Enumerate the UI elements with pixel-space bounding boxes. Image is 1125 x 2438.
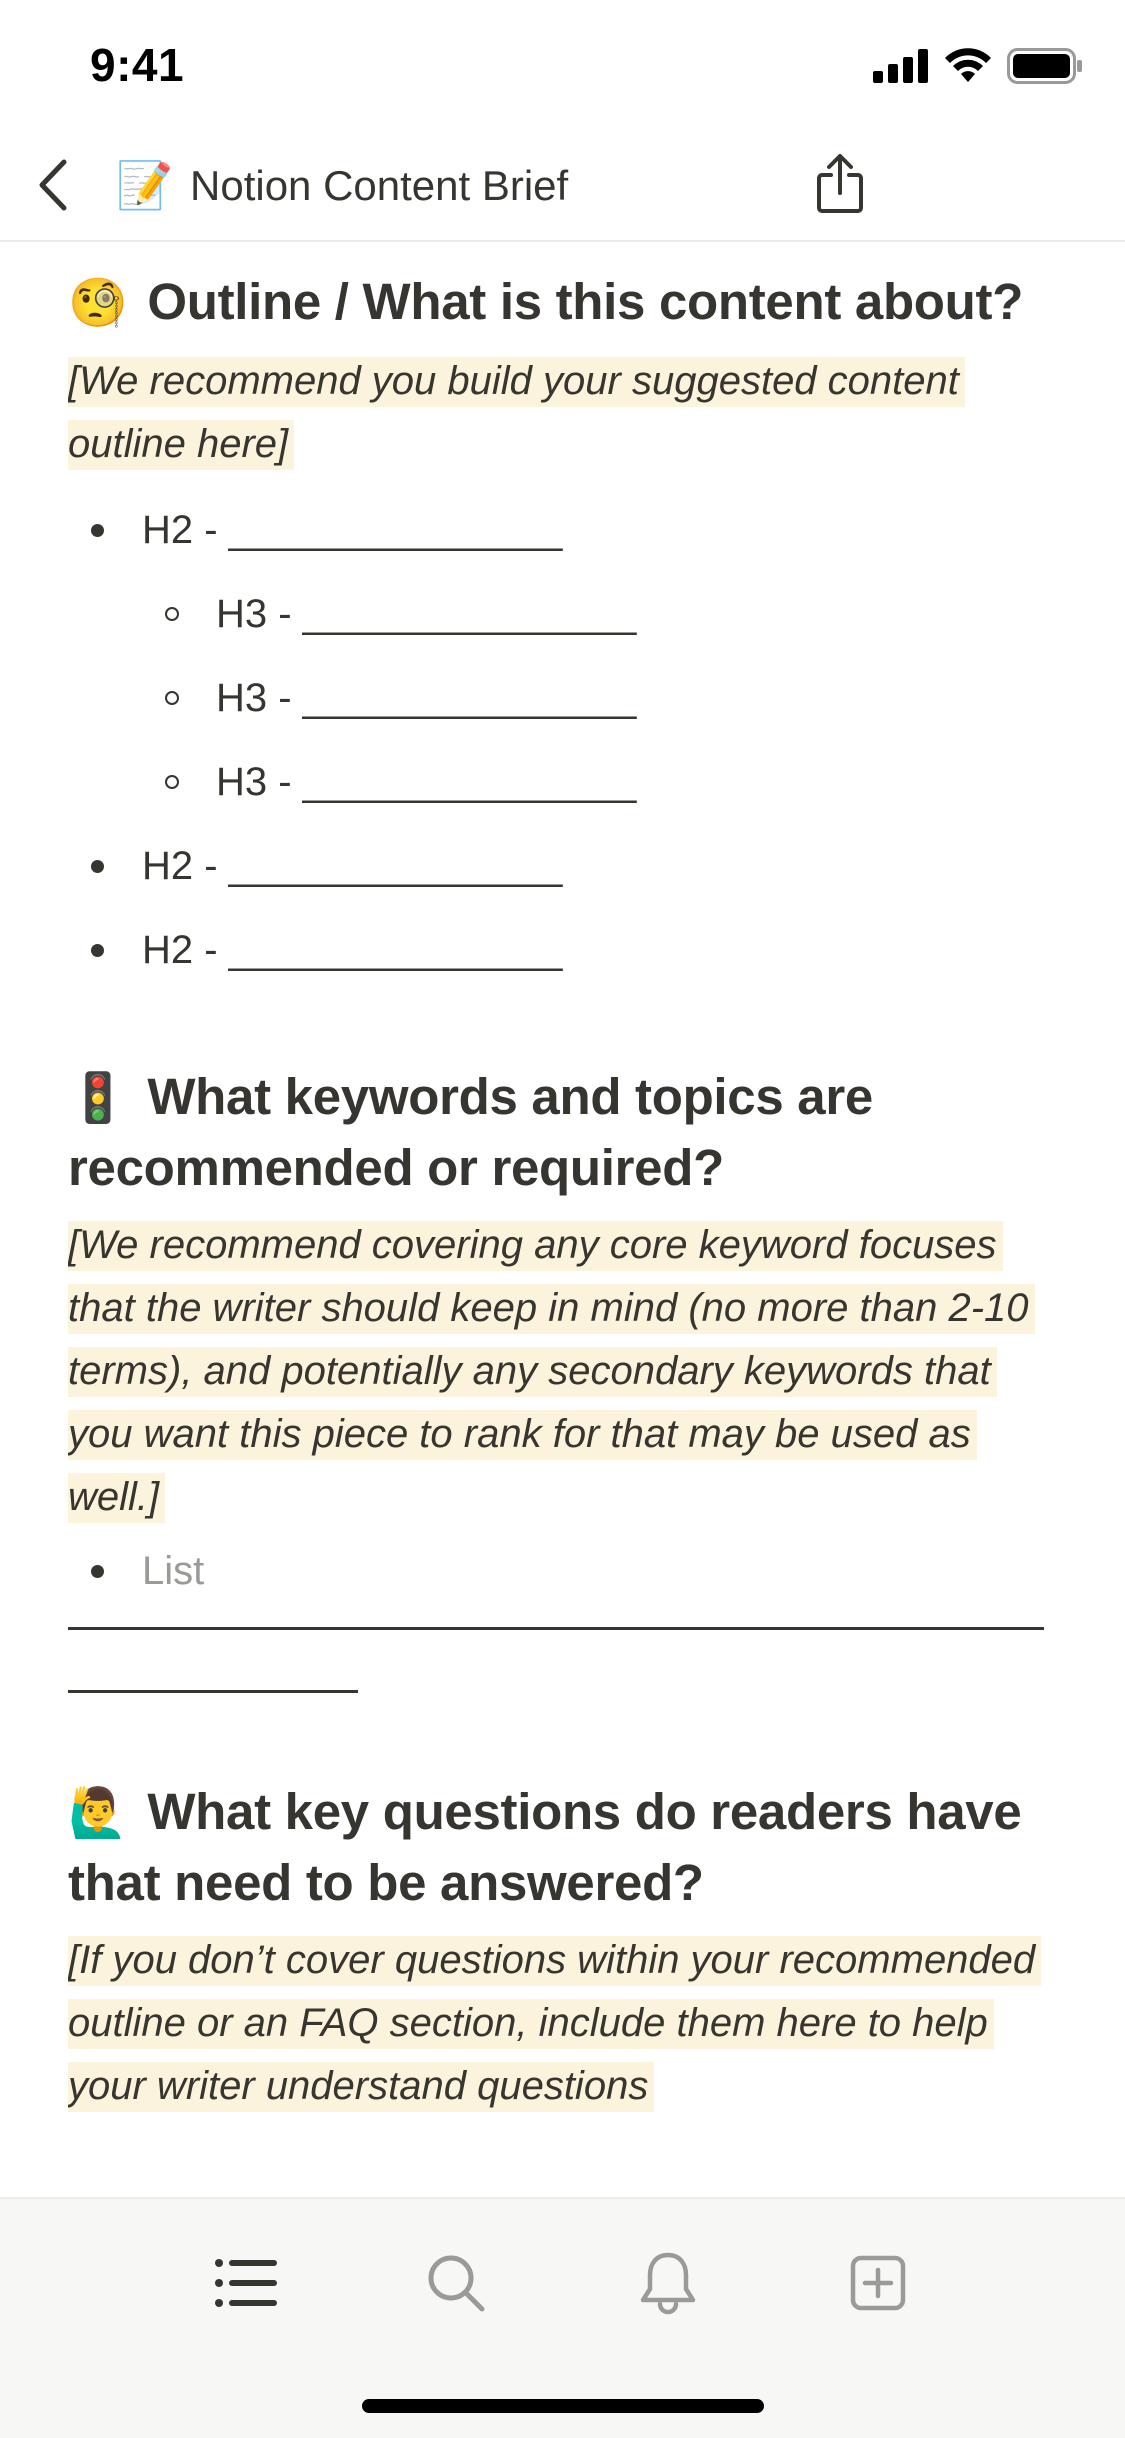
list-item[interactable]: [68, 1529, 1058, 1613]
bullet-dot: [91, 860, 104, 873]
list-item-text: H3 - _______________: [216, 592, 637, 636]
share-icon: [814, 153, 866, 215]
keywords-placeholder[interactable]: [68, 1214, 1058, 1529]
questions-heading[interactable]: [68, 1777, 1058, 1917]
keywords-placeholder-text: [We recommend covering any core keyword focuses that the writer should keep in mind (no more than 2-10 terms), and potentially any secondary keywords that you want this piece to rank for that may be used as well.]: [68, 1221, 1035, 1523]
questions-placeholder-text: [If you don’t cover questions within your recommended outline or an FAQ section, include them here to help your writer understand questions: [68, 1936, 1041, 2112]
questions-section: [68, 1777, 1058, 2118]
list-item[interactable]: [68, 824, 1058, 908]
keywords-section: [68, 1062, 1058, 1693]
monocle-face-icon: 🧐: [68, 277, 128, 330]
list-item-text: H2 - _______________: [142, 508, 563, 552]
traffic-light-icon: 🚦: [68, 1072, 128, 1125]
outline-placeholder[interactable]: [68, 350, 1058, 476]
home-indicator: [362, 2399, 764, 2413]
bullet-circle: [165, 607, 179, 621]
list-item[interactable]: [68, 740, 1058, 824]
list-item-text: H2 - _______________: [142, 844, 563, 888]
list-icon: [215, 2258, 277, 2308]
list-item-text: H3 - _______________: [216, 676, 637, 720]
battery-icon: [1007, 48, 1083, 84]
share-button[interactable]: [808, 144, 872, 224]
outline-heading-text: Outline / What is this content about?: [147, 273, 1024, 330]
chevron-left-icon: [36, 158, 68, 212]
page-emoji: 📝: [116, 159, 174, 211]
search-icon: [426, 2253, 486, 2313]
list-item[interactable]: [68, 572, 1058, 656]
list-placeholder-text: List: [142, 1549, 205, 1593]
outline-heading[interactable]: [68, 267, 1058, 338]
new-page-icon: [850, 2255, 906, 2311]
wifi-icon: [943, 48, 993, 84]
person-raising-hand-icon: 🙋‍♂️: [68, 1787, 128, 1840]
list-item[interactable]: [68, 908, 1058, 992]
questions-placeholder[interactable]: [68, 1929, 1058, 2118]
bullet-dot: [91, 944, 104, 957]
keywords-heading-text: What keywords and topics are recommended or required?: [68, 1068, 873, 1196]
questions-heading-text: What key questions do readers have that need to be answered?: [68, 1783, 1022, 1911]
underline-rule-short: [68, 1690, 358, 1693]
bullet-circle: [165, 775, 179, 789]
bullet-circle: [165, 691, 179, 705]
tab-updates-button[interactable]: [628, 2243, 708, 2323]
outline-section: [68, 242, 1058, 992]
list-item-text: H3 - _______________: [216, 760, 637, 804]
back-button[interactable]: [22, 150, 82, 220]
list-item-text: H2 - _______________: [142, 928, 563, 972]
outline-list: [68, 488, 1058, 992]
tab-new-page-button[interactable]: [838, 2243, 918, 2323]
bell-icon: [639, 2251, 697, 2315]
status-bar: [0, 0, 1125, 130]
tab-search-button[interactable]: [416, 2243, 496, 2323]
underline-rule: [68, 1627, 1044, 1630]
navigation-bar: [0, 130, 1125, 242]
tab-bar: [0, 2197, 1125, 2438]
keywords-heading[interactable]: [68, 1062, 1058, 1202]
outline-placeholder-text: [We recommend you build your suggested content outline here]: [68, 357, 965, 470]
page-content: [68, 242, 1058, 2197]
cellular-signal-icon: [873, 49, 929, 83]
page-title[interactable]: Notion Content Brief: [190, 162, 569, 209]
list-item[interactable]: [68, 656, 1058, 740]
status-time: 9:41: [90, 39, 185, 91]
bullet-dot: [91, 524, 104, 537]
list-item[interactable]: [68, 488, 1058, 572]
bullet-dot: [91, 1565, 104, 1578]
tab-list-button[interactable]: [206, 2243, 286, 2323]
status-icons: [873, 48, 1083, 84]
